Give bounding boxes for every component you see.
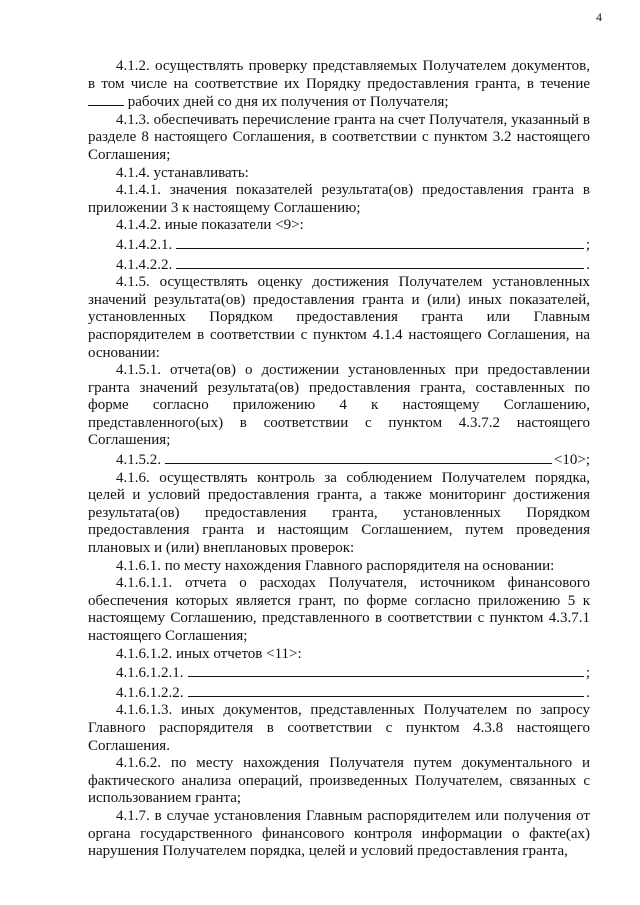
page-number: 4 <box>596 10 602 24</box>
clause-label: 4.1.6.1.2.1. <box>116 665 184 682</box>
clause-4-1-4-1: 4.1.4.1. значения показателей результата(ов) предоставления гранта в приложении 3 к настоящему Соглашению; <box>88 182 590 216</box>
clause-4-1-6-1: 4.1.6.1. по месту нахождения Главного распорядителя на основании: <box>116 557 555 574</box>
clause-4-1-5-1: 4.1.5.1. отчета(ов) о достижении установленных при предоставлении гранта значений результата(ов) предоставления гранта, составленных по форме согласно приложению 4 к настоящему Соглашению, представленного(ых) в соответствии с пунктом 4.3.7.2 настоящего Соглашения; <box>88 362 590 449</box>
clause-4-1-6-1-2-2 <box>88 683 590 703</box>
clause-4-1-6: 4.1.6. осуществлять контроль за соблюдением Получателем порядка, целей и условий предоставления гранта, а также мониторинг достижения результата(ов) предоставления гранта, установленных Порядком предоставления гранта и настоящим Соглашением, путем проведения плановых и (или) внеплановых проверок: <box>88 469 590 557</box>
clause-4-1-4-2-1 <box>88 235 590 255</box>
blank-line <box>188 663 584 677</box>
document-body <box>88 58 590 861</box>
clause-end: . <box>586 256 590 273</box>
clause-4-1-2 <box>88 58 590 112</box>
clause-4-1-2-text: 4.1.2. осуществлять проверку представляемых Получателем документов, в том числе на соответствие их Порядку предоставления гранта, в течение <box>88 58 590 92</box>
clause-4-1-4-2-2 <box>88 255 590 275</box>
blank-days-field <box>88 93 124 106</box>
clause-4-1-2-text-end: рабочих дней со дня их получения от Получателя; <box>127 94 449 111</box>
blank-line <box>176 255 584 269</box>
clause-4-1-6-1-1: 4.1.6.1.1. отчета о расходах Получателя, источником финансового обеспечения которых является грант, по форме согласно приложению 5 к настоящему Соглашению, представленного в соответствии с пунктом 4.3.7.1 настоящего Соглашения; <box>88 575 590 644</box>
clause-4-1-5-2 <box>88 450 590 470</box>
clause-4-1-3: 4.1.3. обеспечивать перечисление гранта на счет Получателя, указанный в разделе 8 настоящего Соглашения, в соответствии с пунктом 3.2 настоящего Соглашения; <box>88 111 590 163</box>
blank-line <box>165 450 552 464</box>
clause-4-1-4-2: 4.1.4.2. иные показатели <9>: <box>116 217 304 234</box>
blank-line <box>188 683 585 697</box>
clause-label: 4.1.4.2.1. <box>116 236 173 253</box>
clause-4-1-7: 4.1.7. в случае установления Главным распорядителем или получения от органа государственного финансового контроля информации о факте(ах) нарушения Получателем порядка, целей и условий предоставления гранта, <box>88 807 590 860</box>
clause-4-1-6-2: 4.1.6.2. по месту нахождения Получателя путем документального и фактического анализа операций, произведенных Получателем, связанных с использованием гранта; <box>88 755 590 807</box>
clause-end: ; <box>585 236 590 253</box>
clause-label: 4.1.6.1.2.2. <box>116 684 184 701</box>
clause-label: 4.1.5.2. <box>116 452 161 469</box>
clause-4-1-5: 4.1.5. осуществлять оценку достижения Получателем установленных значений результата(ов) предоставления гранта и (или) иных показателей, установленных Порядком предоставления гранта или Главным распорядителем в соответствии с пунктом 4.1.4 настоящего Соглашения, на основании: <box>88 274 590 361</box>
clause-4-1-6-1-3: 4.1.6.1.3. иных документов, представленных Получателем по запросу Главного распорядителя в соответствии с пунктом 4.3.8 настоящего Соглашения. <box>88 702 590 754</box>
clause-4-1-6-1-2: 4.1.6.1.2. иных отчетов <11>: <box>116 645 302 662</box>
clause-4-1-4: 4.1.4. устанавливать: <box>116 164 249 181</box>
clause-end: . <box>586 684 590 701</box>
clause-4-1-6-1-2-1 <box>88 663 590 683</box>
clause-label: 4.1.4.2.2. <box>116 256 173 273</box>
clause-end: ; <box>585 665 590 682</box>
clause-end: <10>; <box>553 452 590 469</box>
blank-line <box>176 235 584 249</box>
